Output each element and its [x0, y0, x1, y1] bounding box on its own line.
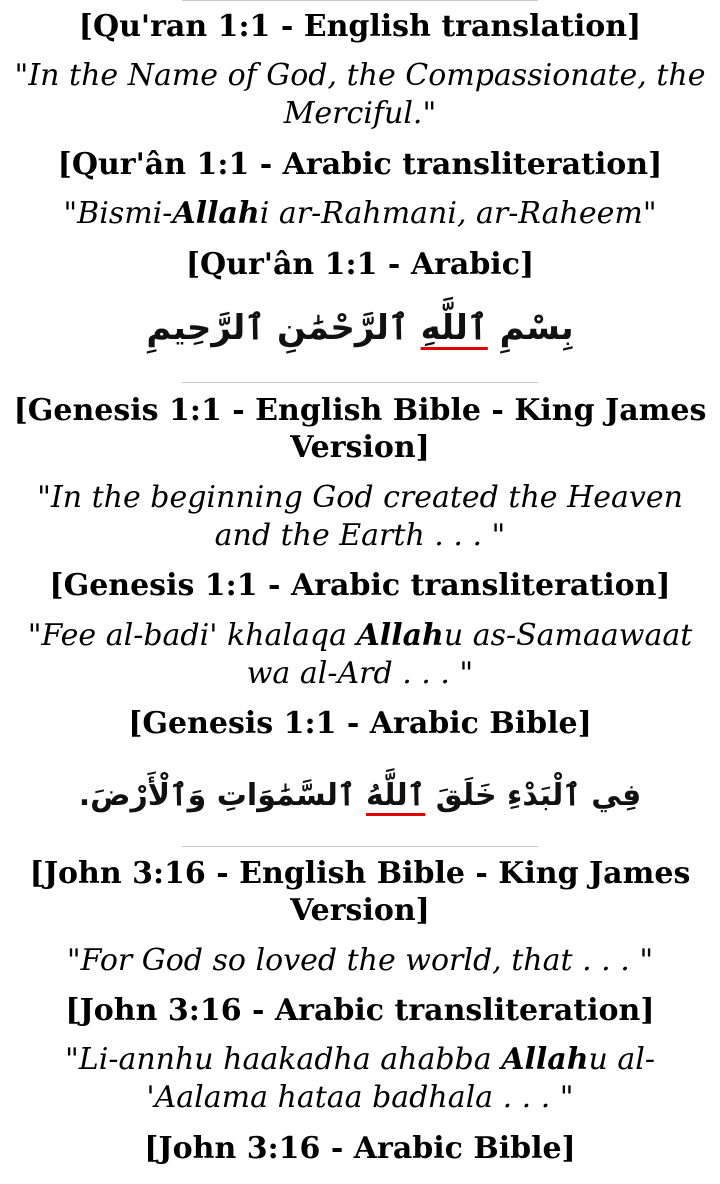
- quote-text: u al-'Aalama hataa badhala . . . ": [146, 1042, 655, 1115]
- arabic-word: ٱلرَّحْمَٰنِ ٱلرَّحِيمِ: [146, 308, 409, 348]
- arabic-verse-quran: [0, 300, 720, 356]
- heading-john-english: [John 3:16 - English Bible - King James Version]: [29, 856, 691, 928]
- divider: [182, 382, 538, 383]
- allah-highlight: Allah: [172, 196, 260, 231]
- heading-john-transliteration: [John 3:16 - Arabic transliteration]: [65, 993, 655, 1028]
- heading-genesis-arabic: [Genesis 1:1 - Arabic Bible]: [128, 706, 592, 741]
- arabic-word: بِسْمِ: [499, 308, 574, 348]
- quote-text: "Li-annhu haakadha ahabba: [65, 1042, 502, 1077]
- quote-text: "Fee al-badi' khalaqa: [27, 618, 357, 653]
- heading-genesis-transliteration: [Genesis 1:1 - Arabic transliteration]: [49, 568, 671, 603]
- heading-quran-arabic: [Qur'ân 1:1 - Arabic]: [185, 247, 535, 282]
- divider: [182, 0, 538, 1]
- heading-john-arabic: [John 3:16 - Arabic Bible]: [144, 1131, 576, 1166]
- quote-text: u as-Samaawaat wa al-Ard . . . ": [246, 618, 693, 691]
- allah-highlight: Allah: [501, 1042, 589, 1077]
- heading-quran-transliteration: [Qur'ân 1:1 - Arabic transliteration]: [57, 147, 663, 182]
- arabic-word: ٱلسَّمَٰوَاتِ وَٱلْأَرْضَ.: [78, 778, 356, 813]
- quote-quran-transliteration: [10, 195, 710, 233]
- allah-highlight: Allah: [356, 618, 444, 653]
- heading-quran-english: [Qu'ran 1:1 - English translation]: [78, 9, 642, 44]
- quote-genesis-transliteration: [10, 617, 710, 693]
- quote-text: "Bismi-: [63, 196, 173, 231]
- quote-text: i ar-Rahmani, ar-Raheem": [259, 196, 657, 231]
- quote-quran-english: "In the Name of God, the Compassionate, the Merciful.": [14, 58, 706, 131]
- quote-john-english: "For God so loved the world, that . . . ": [66, 943, 654, 978]
- arabic-allah-word: ٱللَّهِ: [420, 308, 488, 348]
- arabic-verse-genesis: [0, 768, 720, 824]
- heading-genesis-english: [Genesis 1:1 - English Bible - King James Version]: [13, 393, 707, 465]
- quote-john-transliteration: [10, 1041, 710, 1117]
- quote-genesis-english: "In the beginning God created the Heaven and the Earth . . . ": [37, 480, 683, 553]
- arabic-allah-word: ٱللَّهُ: [365, 778, 426, 813]
- arabic-word: فِي ٱلْبَدْءِ خَلَقَ: [435, 778, 642, 813]
- divider: [182, 846, 538, 847]
